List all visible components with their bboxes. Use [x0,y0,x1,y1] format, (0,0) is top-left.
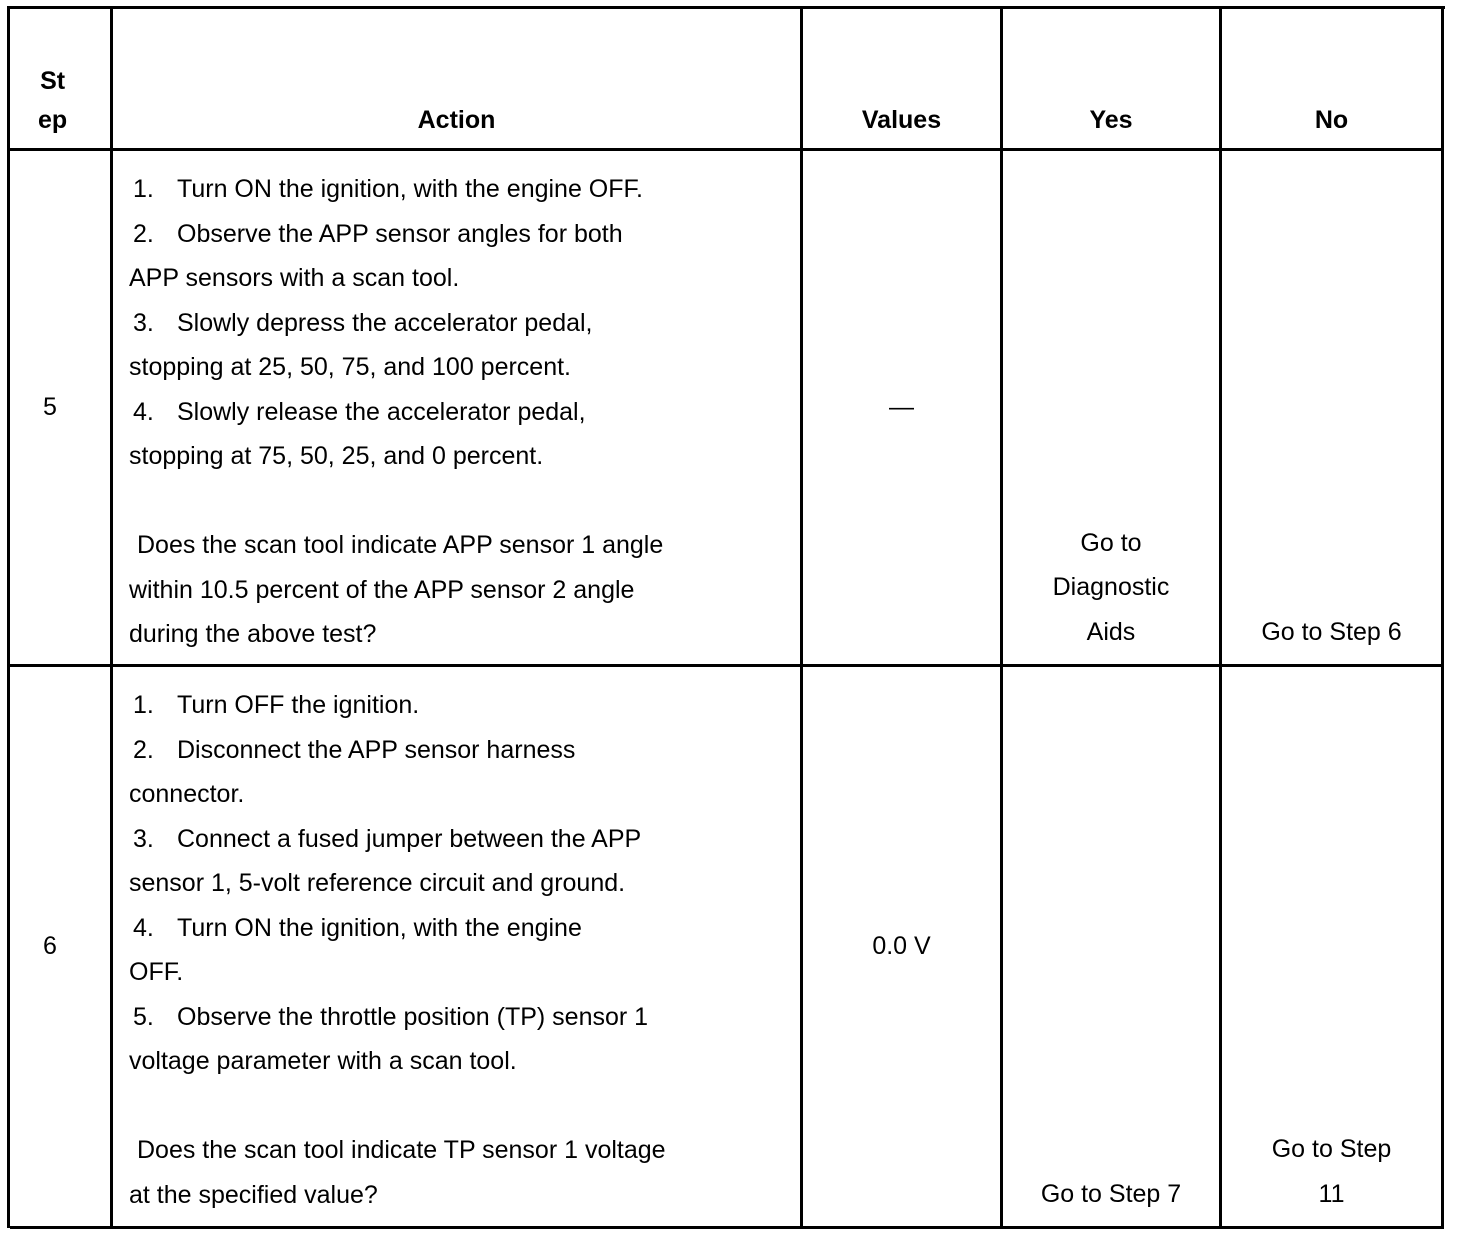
action-line: 2. Observe the APP sensor angles for both [133,219,623,248]
action-line: APP sensors with a scan tool. [129,264,460,292]
row-6-yes [1003,667,1222,1229]
header-values-label: Values [861,106,942,134]
header-step-line1: St [40,67,66,95]
yes-line: Diagnostic [1052,573,1170,601]
yes-line: Go to Step 7 [1040,1179,1182,1208]
action-line: 4. Slowly release the accelerator pedal, [133,397,586,426]
question-line: during the above test? [129,620,377,648]
row-5-no [1222,151,1444,667]
row-6-no [1222,667,1444,1229]
action-line: 5. Observe the throttle position (TP) sensor 1 [133,1002,649,1031]
row-6-value [803,667,1003,1229]
header-step [10,9,113,151]
step-number: 5 [43,393,57,422]
question-line: within 10.5 percent of the APP sensor 2 angle [129,575,635,604]
action-line: stopping at 75, 50, 25, and 0 percent. [129,442,544,470]
header-yes-label: Yes [1089,106,1133,134]
step-number: 6 [43,932,57,961]
action-line: 4. Turn ON the ignition, with the engine [133,913,582,942]
question-line: at the specified value? [129,1180,378,1209]
no-line: 11 [1318,1179,1345,1208]
value-text: 0.0 V [872,932,931,961]
action-line: stopping at 25, 50, 75, and 100 percent. [129,353,572,381]
header-yes [1003,9,1222,151]
no-line: Go to Step 6 [1261,617,1402,646]
action-line: OFF. [129,958,184,986]
action-line: 2. Disconnect the APP sensor harness [133,735,576,764]
header-action [113,9,803,151]
header-values [803,9,1003,151]
question-line: Does the scan tool indicate APP sensor 1 angle [137,531,664,559]
action-line: 3. Connect a fused jumper between the APP [133,824,642,853]
yes-line: Go to [1080,528,1142,557]
row-5-yes [1003,151,1222,667]
question-line: Does the scan tool indicate TP sensor 1 voltage [137,1136,666,1164]
value-text: — [889,393,914,422]
diagnostic-table [7,6,1445,1228]
action-line: 3. Slowly depress the accelerator pedal, [133,308,593,337]
action-line: voltage parameter with a scan tool. [129,1047,517,1075]
row-6-step [10,667,113,1229]
row-5-step [10,151,113,667]
row-5-action [113,151,803,667]
header-no [1222,9,1444,151]
action-line: sensor 1, 5-volt reference circuit and ground. [129,869,626,897]
header-no-label: No [1314,106,1349,134]
header-step-line2: ep [38,106,68,134]
yes-line: Aids [1086,617,1136,646]
action-line: connector. [129,780,245,808]
action-line: 1. Turn OFF the ignition. [133,691,420,719]
header-action-label: Action [417,106,496,134]
row-6-action [113,667,803,1229]
no-line: Go to Step [1271,1135,1392,1163]
row-5-value [803,151,1003,667]
action-line: 1. Turn ON the ignition, with the engine OFF. [133,175,643,203]
